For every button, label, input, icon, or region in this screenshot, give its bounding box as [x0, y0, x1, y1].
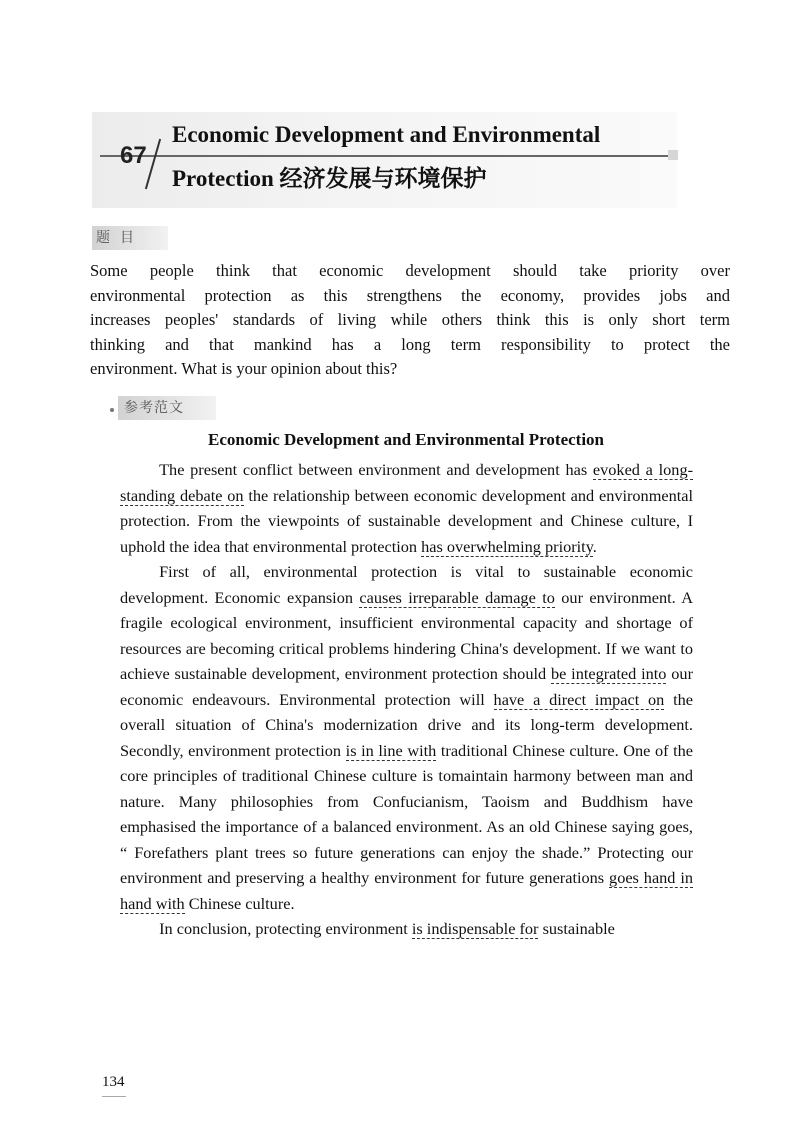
- essay-paragraph-3: [120, 916, 693, 942]
- sample-essay-label: 参考范文: [118, 396, 216, 420]
- chapter-title-line2: Protection 经济发展与环境保护: [172, 166, 487, 191]
- underlined-phrase: is indispensable for: [411, 919, 539, 938]
- essay-body: [120, 457, 693, 942]
- underlined-phrase: causes irreparable damage to: [359, 587, 555, 607]
- question-line-3: increases peoples' standards of living while others think this is only short term: [90, 310, 730, 329]
- underlined-phrase: have a direct impact on: [493, 689, 665, 709]
- essay-paragraph-2: [120, 559, 693, 916]
- chapter-title-line1: Economic Development and Environmental: [172, 122, 601, 147]
- text-run: the relationship between economic development and environmental protection. From the viewpoints of sustainable development and Chinese culture, I uphold the idea that environmental protection: [120, 485, 694, 556]
- question-line-2: environmental protection as this strengthens the economy, provides jobs and: [90, 285, 730, 305]
- header-rule: [100, 155, 670, 157]
- header-rule-end-mark: [668, 150, 678, 160]
- underlined-phrase: be integrated into: [550, 664, 667, 683]
- essay-paragraph-1: [120, 457, 693, 559]
- text-run: our environment. A fragile ecological environment, insufficient environmental capacity and shortage of resources are becoming critical problems hindering China's development. If we want to achieve sustainable development, environment protection should: [120, 587, 693, 683]
- underlined-phrase: evoked a long-standing debate on: [120, 460, 694, 505]
- text-run: .: [592, 536, 597, 556]
- question-line-5: environment. What is your opinion about this?: [90, 359, 398, 378]
- text-run: the overall situation of China's modernization drive and its long-term development. Secondly, environment protection: [120, 689, 693, 760]
- question-line-4: thinking and that mankind has a long term responsibility to protect the: [90, 334, 730, 354]
- underlined-phrase: has overwhelming priority: [421, 536, 593, 556]
- text-run: The present conflict between environment and development has: [159, 460, 588, 479]
- text-run: Chinese culture.: [188, 893, 295, 913]
- text-run: our economic endeavours. Environmental protection will: [120, 664, 693, 709]
- topic-label: 题目: [92, 226, 168, 250]
- question-line-1: Some people think that economic development should take priority over: [90, 261, 730, 280]
- text-run: sustainable: [542, 919, 615, 938]
- underlined-phrase: is in line with: [345, 740, 437, 760]
- page-number: 134: [102, 1074, 125, 1090]
- topic-question: [90, 259, 730, 382]
- chapter-number: 67: [120, 142, 147, 169]
- underlined-phrase: goes hand in hand with: [120, 868, 694, 913]
- essay-title: Economic Development and Environmental Protection: [207, 430, 604, 449]
- text-run: traditional Chinese culture. One of the core principles of traditional Chinese culture is tomaintain harmony between man and nature. Many philosophies from Confucianism, Taoism and Buddhism have emphasised the importance of a balanced environment. As an old Chinese saying goes, “ Forefathers plant trees so future generations can enjoy the shade.” Protecting our environment and preserving a healthy environment for future generations: [120, 740, 694, 887]
- bullet-dot: [110, 408, 114, 412]
- text-run: First of all, environmental protection is vital to sustainable economic development. Economic expansion: [120, 562, 693, 607]
- page-number-mark: [102, 1096, 126, 1097]
- text-run: In conclusion, protecting environment: [159, 919, 408, 938]
